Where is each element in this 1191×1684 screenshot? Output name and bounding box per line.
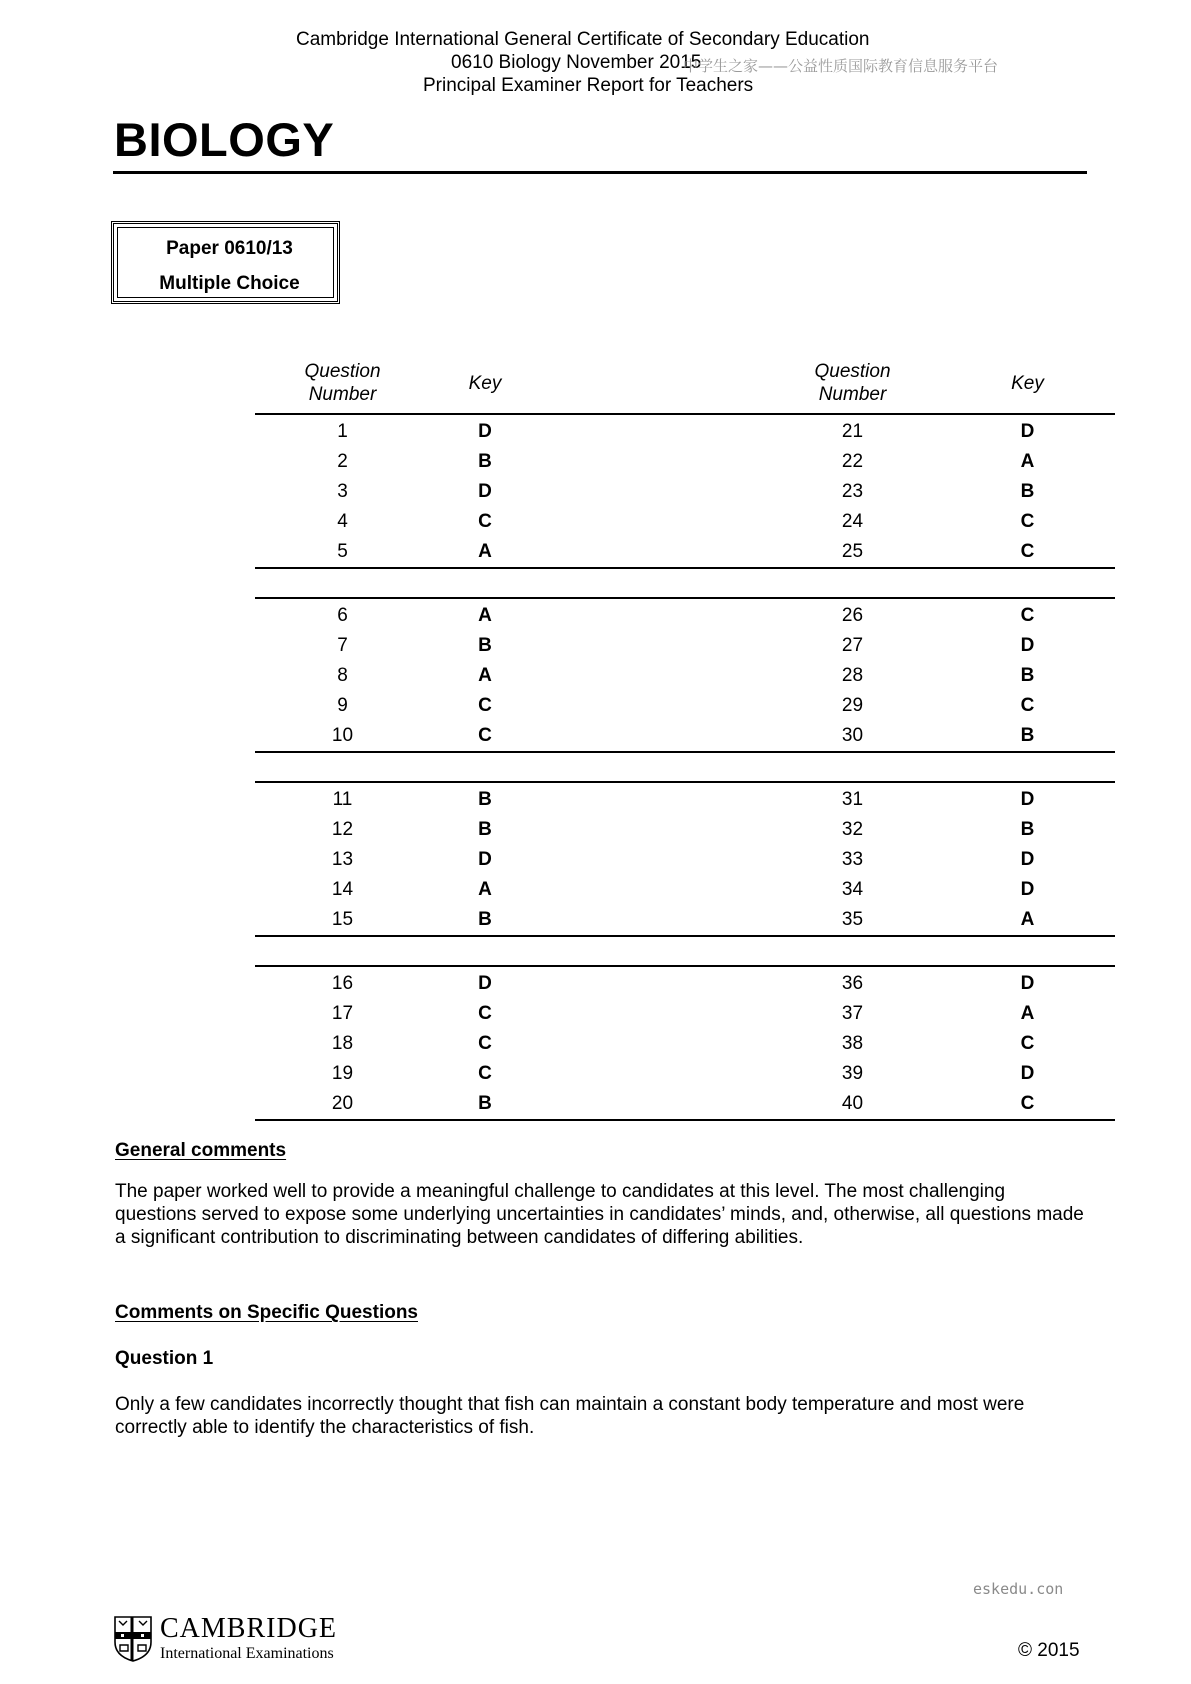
question-number-left: 18: [331, 1033, 354, 1054]
answer-key-left: D: [478, 973, 492, 994]
answer-key-right: C: [1020, 695, 1035, 716]
table-row: [255, 782, 1115, 815]
answer-key-left: D: [478, 481, 492, 502]
answer-key-right: D: [1020, 879, 1035, 900]
question-1-text: Only a few candidates incorrectly thought that fish can maintain a constant body temperature and most were correctly able to identify the characteristics of fish.: [115, 1394, 1025, 1438]
answer-key-right: C: [1020, 605, 1035, 626]
answer-key-right: D: [1020, 1063, 1035, 1084]
cambridge-logo: [114, 1613, 354, 1664]
answer-key-left: B: [478, 789, 492, 810]
answer-key-left: C: [478, 695, 492, 716]
table-row: [255, 414, 1115, 447]
question-number-left: 16: [331, 973, 354, 994]
col-header-key-right: Key: [940, 353, 1115, 414]
question-number-right: 21: [841, 421, 864, 442]
answer-key-left: A: [478, 605, 492, 626]
table-row: [255, 1089, 1115, 1120]
table-row: [255, 845, 1115, 875]
question-number-right: 40: [765, 1089, 940, 1120]
col-spacer-cell: [540, 1089, 765, 1120]
table-row: [255, 447, 1115, 477]
answer-key-left: D: [478, 421, 492, 442]
logo-subtitle: International Examinations: [160, 1645, 334, 1662]
answer-key-left: B: [430, 905, 540, 936]
col-header-question-right: Question Number: [765, 353, 940, 414]
header-line-syllabus: 0610 Biology November 2015: [451, 52, 702, 73]
page-title: BIOLOGY: [114, 113, 335, 166]
col-spacer-cell: [540, 631, 765, 661]
question-number-right: 35: [765, 905, 940, 936]
col-spacer-cell: [540, 1059, 765, 1089]
question-number-left: 2: [337, 451, 348, 472]
group-gap-cell: [255, 936, 1115, 966]
specific-comments-heading: Comments on Specific Questions: [115, 1302, 418, 1323]
question-number-right: 26: [841, 605, 864, 626]
general-comments-text: The paper worked well to provide a meaningful challenge to candidates at this level. The most challenging questions served to expose some underlying uncertainties in candidates’ minds, and, otherwise, all questions made a significant contribution to discriminating between candidates of differing abilities.: [115, 1181, 1084, 1248]
table-row: [255, 966, 1115, 999]
question-number-right: 38: [841, 1033, 864, 1054]
table-row: [255, 721, 1115, 752]
answer-key-right: A: [940, 905, 1115, 936]
answer-key-right: C: [940, 1089, 1115, 1120]
copyright: © 2015: [1018, 1640, 1080, 1661]
col-spacer-cell: [540, 507, 765, 537]
question-1-heading: Question 1: [115, 1348, 214, 1369]
answer-key-body: [255, 414, 1115, 1120]
col-spacer-cell: [540, 598, 765, 631]
table-row: [255, 598, 1115, 631]
col-header-key-left: Key: [430, 353, 540, 414]
question-number-left: 7: [337, 635, 348, 656]
answer-key-left: A: [478, 665, 492, 686]
col-spacer-cell: [540, 447, 765, 477]
question-number-right: 28: [841, 665, 864, 686]
question-number-right: 24: [841, 511, 864, 532]
question-number-left: 9: [337, 695, 348, 716]
answer-key-left: C: [430, 721, 540, 752]
paper-box: [111, 221, 340, 304]
title-rule: [113, 171, 1087, 174]
answer-key-left: B: [478, 819, 492, 840]
answer-key-left: C: [478, 1003, 492, 1024]
question-number-right: 33: [841, 849, 864, 870]
col-spacer-cell: [540, 999, 765, 1029]
table-row: [255, 1029, 1115, 1059]
question-number-left: 20: [255, 1089, 430, 1120]
col-spacer-cell: [540, 721, 765, 752]
paper-code: Paper 0610/13: [166, 238, 293, 259]
col-spacer-cell: [540, 691, 765, 721]
col-spacer-cell: [540, 966, 765, 999]
question-number-right: 29: [841, 695, 864, 716]
table-row: [255, 507, 1115, 537]
answer-key-left: A: [478, 879, 492, 900]
logo-wordmark: CAMBRIDGE: [160, 1613, 338, 1644]
question-number-right: 25: [765, 537, 940, 568]
question-number-left: 8: [337, 665, 348, 686]
question-number-right: 22: [841, 451, 864, 472]
header-line-report-type: Principal Examiner Report for Teachers: [423, 75, 754, 96]
col-header-question-left: Question Number: [255, 353, 430, 414]
col-spacer-cell: [540, 414, 765, 447]
col-spacer: [540, 353, 765, 414]
answer-key-left: C: [478, 1033, 492, 1054]
group-gap-cell: [255, 568, 1115, 598]
question-number-left: 14: [331, 879, 354, 900]
answer-key-right: A: [1020, 1003, 1035, 1024]
answer-key-left: C: [478, 511, 492, 532]
general-comments-heading: General comments: [115, 1140, 287, 1161]
question-number-left: 15: [255, 905, 430, 936]
answer-key-left: A: [430, 537, 540, 568]
col-spacer-cell: [540, 537, 765, 568]
group-gap-cell: [255, 752, 1115, 782]
table-row: [255, 661, 1115, 691]
watermark-text: 中学生之家——公益性质国际教育信息服务平台: [683, 57, 999, 75]
col-spacer-cell: [540, 875, 765, 905]
question-number-left: 12: [331, 819, 354, 840]
cambridge-crest-icon: [114, 1616, 152, 1662]
table-group-gap: [255, 568, 1115, 598]
question-number-left: 13: [331, 849, 354, 870]
table-row: [255, 537, 1115, 568]
col-spacer-cell: [540, 661, 765, 691]
question-number-right: 39: [841, 1063, 864, 1084]
header-line-qualification: Cambridge International General Certificate of Secondary Education: [296, 29, 870, 50]
paper-type: Multiple Choice: [159, 273, 300, 294]
col-spacer-cell: [540, 845, 765, 875]
question-number-left: 10: [255, 721, 430, 752]
answer-key-right: D: [1020, 421, 1035, 442]
answer-key-right: B: [1020, 665, 1035, 686]
answer-key-right: C: [940, 537, 1115, 568]
table-row: [255, 905, 1115, 936]
question-number-right: 34: [841, 879, 864, 900]
question-number-right: 23: [841, 481, 864, 502]
answer-key-table: [255, 353, 1115, 1121]
table-row: [255, 477, 1115, 507]
table-row: [255, 1059, 1115, 1089]
answer-key-right: D: [1020, 973, 1035, 994]
question-number-left: 6: [337, 605, 348, 626]
question-number-left: 1: [337, 421, 348, 442]
site-watermark: eskedu.con: [973, 1580, 1064, 1598]
question-number-right: 32: [841, 819, 864, 840]
answer-key-right: D: [1020, 635, 1035, 656]
answer-key-left: C: [478, 1063, 492, 1084]
question-number-right: 36: [841, 973, 864, 994]
table-row: [255, 691, 1115, 721]
answer-key-right: D: [1020, 849, 1035, 870]
answer-key-right: D: [1020, 789, 1035, 810]
question-number-left: 3: [337, 481, 348, 502]
table-row: [255, 999, 1115, 1029]
answer-key-left: D: [478, 849, 492, 870]
col-spacer-cell: [540, 477, 765, 507]
answer-key-right: B: [1020, 819, 1035, 840]
answer-key-right: B: [1020, 481, 1035, 502]
question-number-left: 4: [337, 511, 348, 532]
question-number-right: 30: [765, 721, 940, 752]
question-number-left: 19: [331, 1063, 354, 1084]
answer-key-left: B: [478, 451, 492, 472]
question-number-left: 17: [331, 1003, 354, 1024]
col-spacer-cell: [540, 782, 765, 815]
table-header-row: [255, 353, 1115, 414]
question-number-right: 37: [841, 1003, 864, 1024]
col-spacer-cell: [540, 1029, 765, 1059]
answer-key-right: A: [1020, 451, 1035, 472]
answer-key-left: B: [478, 635, 492, 656]
table-row: [255, 815, 1115, 845]
col-spacer-cell: [540, 815, 765, 845]
question-number-left: 5: [255, 537, 430, 568]
question-number-left: 11: [332, 789, 353, 810]
col-spacer-cell: [540, 905, 765, 936]
answer-key-right: C: [1020, 1033, 1035, 1054]
question-number-right: 31: [841, 789, 864, 810]
question-number-right: 27: [841, 635, 864, 656]
answer-key-left: B: [430, 1089, 540, 1120]
table-group-gap: [255, 936, 1115, 966]
table-group-gap: [255, 752, 1115, 782]
answer-key-right: B: [940, 721, 1115, 752]
table-row: [255, 875, 1115, 905]
answer-key-right: C: [1020, 511, 1035, 532]
table-row: [255, 631, 1115, 661]
